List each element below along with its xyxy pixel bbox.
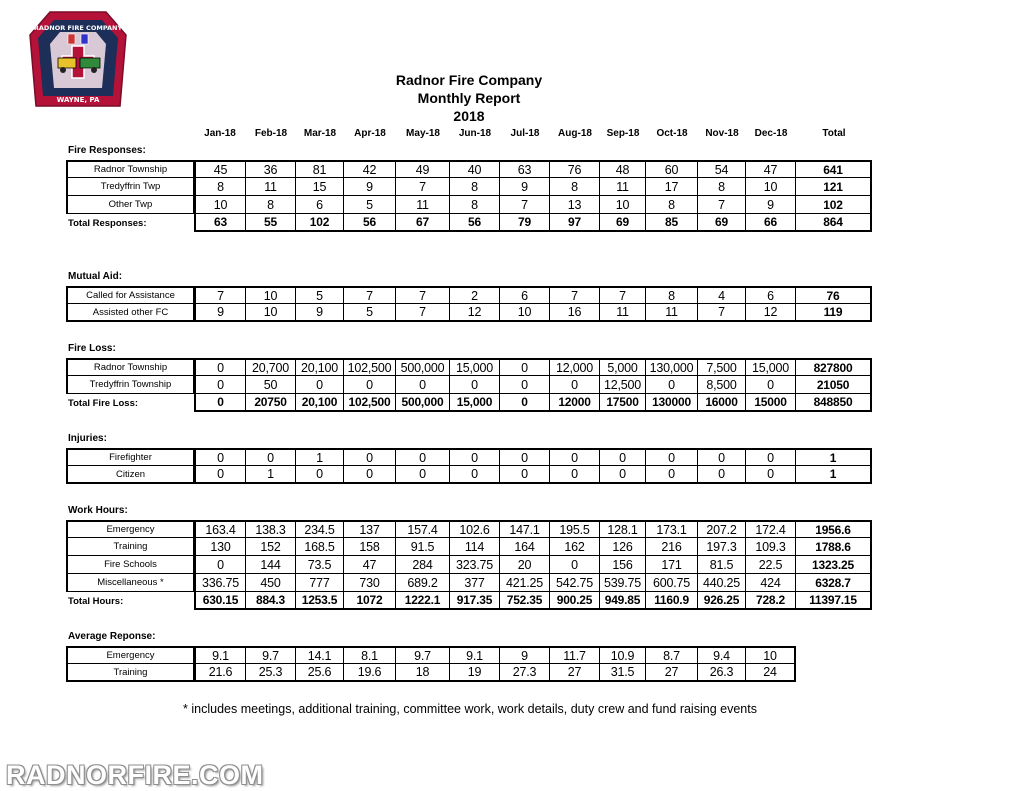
row-label: Radnor Township xyxy=(66,160,194,178)
table-cell: 5 xyxy=(344,304,396,322)
table-cell: 0 xyxy=(396,448,450,466)
row-label: Miscellaneous * xyxy=(66,574,194,592)
table-cell: 884.3 xyxy=(246,592,296,610)
table-cell: 66 xyxy=(746,214,796,232)
table-cell: 25.6 xyxy=(296,664,344,682)
table-cell: 8 xyxy=(450,196,500,214)
table-cell: 195.5 xyxy=(550,520,600,538)
table-cell: 13 xyxy=(550,196,600,214)
table-cell: 0 xyxy=(746,466,796,484)
column-header: Oct-18 xyxy=(656,128,688,139)
table-cell: 0 xyxy=(746,376,796,394)
table-cell: 5 xyxy=(296,286,344,304)
table-cell: 6 xyxy=(500,286,550,304)
table-cell: 542.75 xyxy=(550,574,600,592)
table-cell: 11 xyxy=(600,178,646,196)
table-cell: 234.5 xyxy=(296,520,344,538)
table-cell: 130 xyxy=(194,538,246,556)
table-cell: 20,100 xyxy=(296,358,344,376)
table-cell: 12 xyxy=(746,304,796,322)
table-cell: 21050 xyxy=(796,376,872,394)
table-cell: 7 xyxy=(396,304,450,322)
table-cell: 600.75 xyxy=(646,574,698,592)
table-cell: 424 xyxy=(746,574,796,592)
table-cell: 0 xyxy=(194,376,246,394)
row-label: Firefighter xyxy=(66,448,194,466)
table-cell: 0 xyxy=(194,448,246,466)
table-cell: 45 xyxy=(194,160,246,178)
table-cell: 8 xyxy=(550,178,600,196)
section-title: Work Hours: xyxy=(68,505,128,516)
table-cell: 11 xyxy=(396,196,450,214)
table-cell: 2 xyxy=(450,286,500,304)
table-cell: 24 xyxy=(746,664,796,682)
table-cell: 0 xyxy=(646,466,698,484)
table-cell: 7 xyxy=(344,286,396,304)
table-cell: 8 xyxy=(246,196,296,214)
row-label: Fire Schools xyxy=(66,556,194,574)
table-cell: 1253.5 xyxy=(296,592,344,610)
table-cell: 67 xyxy=(396,214,450,232)
table-cell: 60 xyxy=(646,160,698,178)
table-cell: 7 xyxy=(550,286,600,304)
section-title: Average Reponse: xyxy=(68,631,156,642)
table-cell: 121 xyxy=(796,178,872,196)
table-cell: 0 xyxy=(550,466,600,484)
table-cell: 11 xyxy=(246,178,296,196)
table-cell: 91.5 xyxy=(396,538,450,556)
table-cell: 8 xyxy=(646,196,698,214)
table-cell: 10 xyxy=(746,178,796,196)
table-cell: 130,000 xyxy=(646,358,698,376)
table-cell: 0 xyxy=(396,376,450,394)
table-cell: 689.2 xyxy=(396,574,450,592)
row-label: Citizen xyxy=(66,466,194,484)
column-header: Apr-18 xyxy=(354,128,386,139)
table-cell: 6328.7 xyxy=(796,574,872,592)
table-cell: 9 xyxy=(500,646,550,664)
table-cell: 81 xyxy=(296,160,344,178)
section-title: Fire Loss: xyxy=(68,343,116,354)
table-cell: 0 xyxy=(698,448,746,466)
table-cell: 323.75 xyxy=(450,556,500,574)
column-header: Sep-18 xyxy=(606,128,640,139)
table-cell: 8.1 xyxy=(344,646,396,664)
table-cell: 864 xyxy=(796,214,872,232)
table-cell: 336.75 xyxy=(194,574,246,592)
table-cell: 27 xyxy=(646,664,698,682)
table-cell: 0 xyxy=(296,376,344,394)
table-cell: 0 xyxy=(500,358,550,376)
table-cell: 8 xyxy=(646,286,698,304)
table-cell: 10 xyxy=(194,196,246,214)
table-cell: 55 xyxy=(246,214,296,232)
table-cell: 777 xyxy=(296,574,344,592)
table-cell: 1160.9 xyxy=(646,592,698,610)
row-label: Total Fire Loss: xyxy=(68,397,139,409)
table-cell: 9.7 xyxy=(246,646,296,664)
table-cell: 730 xyxy=(344,574,396,592)
table-cell: 69 xyxy=(600,214,646,232)
table-cell: 440.25 xyxy=(698,574,746,592)
logo-top-text: RADNOR FIRE COMPANY xyxy=(33,24,123,32)
row-label: Radnor Township xyxy=(66,358,194,376)
table-cell: 97 xyxy=(550,214,600,232)
table-cell: 6 xyxy=(746,286,796,304)
table-cell: 197.3 xyxy=(698,538,746,556)
table-cell: 158 xyxy=(344,538,396,556)
table-cell: 21.6 xyxy=(194,664,246,682)
table-cell: 22.5 xyxy=(746,556,796,574)
table-cell: 47 xyxy=(344,556,396,574)
table-cell: 7 xyxy=(698,196,746,214)
table-cell: 0 xyxy=(646,448,698,466)
table-cell: 171 xyxy=(646,556,698,574)
table-cell: 17 xyxy=(646,178,698,196)
table-cell: 138.3 xyxy=(246,520,296,538)
section-title: Injuries: xyxy=(68,433,107,444)
table-cell: 539.75 xyxy=(600,574,646,592)
column-header: May-18 xyxy=(406,128,440,139)
table-cell: 0 xyxy=(194,466,246,484)
table-cell: 752.35 xyxy=(500,592,550,610)
row-label: Tredyffrin Township xyxy=(66,376,194,394)
row-label: Emergency xyxy=(66,646,194,664)
table-cell: 173.1 xyxy=(646,520,698,538)
table-cell: 10.9 xyxy=(600,646,646,664)
table-cell: 10 xyxy=(246,304,296,322)
table-cell: 12000 xyxy=(550,394,600,412)
table-cell: 0 xyxy=(194,556,246,574)
table-cell: 12 xyxy=(450,304,500,322)
table-cell: 81.5 xyxy=(698,556,746,574)
table-cell: 15 xyxy=(296,178,344,196)
table-cell: 8 xyxy=(450,178,500,196)
table-cell: 18 xyxy=(396,664,450,682)
table-cell: 1 xyxy=(796,448,872,466)
table-cell: 500,000 xyxy=(396,358,450,376)
table-cell: 500,000 xyxy=(396,394,450,412)
table-cell: 728.2 xyxy=(746,592,796,610)
table-cell: 7 xyxy=(396,178,450,196)
table-cell: 9.7 xyxy=(396,646,450,664)
row-label: Emergency xyxy=(66,520,194,538)
table-cell: 5,000 xyxy=(600,358,646,376)
table-cell: 10 xyxy=(746,646,796,664)
table-cell: 15,000 xyxy=(450,358,500,376)
table-cell: 450 xyxy=(246,574,296,592)
row-label: Total Responses: xyxy=(68,217,147,229)
column-header: Jul-18 xyxy=(510,128,540,139)
table-cell: 7 xyxy=(500,196,550,214)
table-cell: 926.25 xyxy=(698,592,746,610)
table-cell: 9.1 xyxy=(450,646,500,664)
column-header: Aug-18 xyxy=(558,128,592,139)
table-cell: 79 xyxy=(500,214,550,232)
table-cell: 1222.1 xyxy=(396,592,450,610)
table-cell: 10 xyxy=(246,286,296,304)
table-cell: 9 xyxy=(344,178,396,196)
table-cell: 109.3 xyxy=(746,538,796,556)
table-cell: 7 xyxy=(194,286,246,304)
table-cell: 284 xyxy=(396,556,450,574)
table-cell: 0 xyxy=(746,448,796,466)
table-cell: 7 xyxy=(698,304,746,322)
table-cell: 1788.6 xyxy=(796,538,872,556)
table-cell: 0 xyxy=(550,556,600,574)
table-cell: 0 xyxy=(344,448,396,466)
table-cell: 7,500 xyxy=(698,358,746,376)
table-cell: 15,000 xyxy=(450,394,500,412)
table-cell: 917.35 xyxy=(450,592,500,610)
table-cell: 1 xyxy=(296,448,344,466)
table-cell: 152 xyxy=(246,538,296,556)
table-cell: 114 xyxy=(450,538,500,556)
table-cell: 0 xyxy=(698,466,746,484)
table-cell: 36 xyxy=(246,160,296,178)
table-cell: 848850 xyxy=(796,394,872,412)
table-cell: 27 xyxy=(550,664,600,682)
table-cell: 26.3 xyxy=(698,664,746,682)
table-cell: 10 xyxy=(600,196,646,214)
table-cell: 0 xyxy=(600,466,646,484)
table-cell: 9 xyxy=(500,178,550,196)
table-cell: 8,500 xyxy=(698,376,746,394)
table-cell: 5 xyxy=(344,196,396,214)
table-cell: 42 xyxy=(344,160,396,178)
table-cell: 20750 xyxy=(246,394,296,412)
table-cell: 0 xyxy=(500,466,550,484)
table-cell: 19.6 xyxy=(344,664,396,682)
table-cell: 207.2 xyxy=(698,520,746,538)
table-cell: 25.3 xyxy=(246,664,296,682)
table-cell: 11397.15 xyxy=(796,592,872,610)
table-cell: 12,500 xyxy=(600,376,646,394)
row-label: Tredyffrin Twp xyxy=(66,178,194,196)
table-cell: 76 xyxy=(796,286,872,304)
table-cell: 172.4 xyxy=(746,520,796,538)
table-cell: 6 xyxy=(296,196,344,214)
table-cell: 137 xyxy=(344,520,396,538)
table-cell: 76 xyxy=(550,160,600,178)
table-cell: 163.4 xyxy=(194,520,246,538)
report-year: 2018 xyxy=(453,108,485,124)
table-cell: 216 xyxy=(646,538,698,556)
table-cell: 949.85 xyxy=(600,592,646,610)
table-cell: 0 xyxy=(646,376,698,394)
table-cell: 27.3 xyxy=(500,664,550,682)
row-label: Assisted other FC xyxy=(66,304,194,322)
table-cell: 69 xyxy=(698,214,746,232)
table-cell: 16 xyxy=(550,304,600,322)
table-cell: 11 xyxy=(600,304,646,322)
column-header: Feb-18 xyxy=(254,128,288,139)
logo-bottom-text: WAYNE, PA xyxy=(56,96,100,104)
table-cell: 56 xyxy=(450,214,500,232)
table-cell: 0 xyxy=(500,394,550,412)
table-cell: 48 xyxy=(600,160,646,178)
table-cell: 0 xyxy=(500,376,550,394)
table-cell: 0 xyxy=(344,376,396,394)
table-cell: 156 xyxy=(600,556,646,574)
table-cell: 9 xyxy=(746,196,796,214)
table-cell: 0 xyxy=(600,448,646,466)
table-cell: 0 xyxy=(344,466,396,484)
row-label: Training xyxy=(66,538,194,556)
table-cell: 0 xyxy=(246,448,296,466)
table-cell: 56 xyxy=(344,214,396,232)
website-watermark: RADNORFIRE.COM xyxy=(6,760,264,790)
column-header: Dec-18 xyxy=(754,128,788,139)
table-cell: 102,500 xyxy=(344,394,396,412)
table-cell: 0 xyxy=(396,466,450,484)
footnote: * includes meetings, additional training, committee work, work details, duty crew and fund raising events xyxy=(183,702,757,716)
table-cell: 126 xyxy=(600,538,646,556)
report-subtitle: Monthly Report xyxy=(417,90,521,106)
table-cell: 0 xyxy=(296,466,344,484)
table-cell: 11.7 xyxy=(550,646,600,664)
table-cell: 147.1 xyxy=(500,520,550,538)
table-cell: 377 xyxy=(450,574,500,592)
table-cell: 47 xyxy=(746,160,796,178)
table-cell: 102.6 xyxy=(450,520,500,538)
table-cell: 85 xyxy=(646,214,698,232)
table-cell: 102 xyxy=(796,196,872,214)
table-cell: 1956.6 xyxy=(796,520,872,538)
table-cell: 19 xyxy=(450,664,500,682)
table-cell: 0 xyxy=(550,376,600,394)
row-label: Called for Assistance xyxy=(66,286,194,304)
table-cell: 40 xyxy=(450,160,500,178)
section-title: Fire Responses: xyxy=(68,145,146,156)
table-cell: 15000 xyxy=(746,394,796,412)
table-cell: 49 xyxy=(396,160,450,178)
table-cell: 144 xyxy=(246,556,296,574)
table-cell: 130000 xyxy=(646,394,698,412)
table-cell: 7 xyxy=(396,286,450,304)
table-cell: 0 xyxy=(450,448,500,466)
table-cell: 0 xyxy=(500,448,550,466)
table-cell: 8.7 xyxy=(646,646,698,664)
table-cell: 10 xyxy=(500,304,550,322)
table-cell: 12,000 xyxy=(550,358,600,376)
table-cell: 4 xyxy=(698,286,746,304)
report-title: Radnor Fire Company xyxy=(395,72,543,88)
table-cell: 102 xyxy=(296,214,344,232)
table-cell: 1072 xyxy=(344,592,396,610)
row-label: Total Hours: xyxy=(68,595,124,607)
table-cell: 14.1 xyxy=(296,646,344,664)
column-header: Total xyxy=(822,128,846,139)
table-cell: 102,500 xyxy=(344,358,396,376)
table-cell: 827800 xyxy=(796,358,872,376)
table-cell: 128.1 xyxy=(600,520,646,538)
table-cell: 0 xyxy=(194,394,246,412)
table-cell: 50 xyxy=(246,376,296,394)
column-header: Nov-18 xyxy=(705,128,739,139)
company-logo xyxy=(28,10,128,110)
table-cell: 0 xyxy=(550,448,600,466)
table-cell: 421.25 xyxy=(500,574,550,592)
table-cell: 900.25 xyxy=(550,592,600,610)
table-cell: 8 xyxy=(194,178,246,196)
table-cell: 63 xyxy=(194,214,246,232)
table-cell: 20 xyxy=(500,556,550,574)
table-cell: 63 xyxy=(500,160,550,178)
table-cell: 1 xyxy=(796,466,872,484)
table-cell: 0 xyxy=(450,466,500,484)
table-cell: 73.5 xyxy=(296,556,344,574)
table-cell: 0 xyxy=(194,358,246,376)
table-cell: 15,000 xyxy=(746,358,796,376)
table-cell: 162 xyxy=(550,538,600,556)
table-cell: 119 xyxy=(796,304,872,322)
table-cell: 157.4 xyxy=(396,520,450,538)
table-cell: 54 xyxy=(698,160,746,178)
table-cell: 9 xyxy=(194,304,246,322)
table-cell: 164 xyxy=(500,538,550,556)
column-header: Jun-18 xyxy=(458,128,492,139)
table-cell: 7 xyxy=(600,286,646,304)
column-header: Jan-18 xyxy=(204,128,236,139)
table-cell: 31.5 xyxy=(600,664,646,682)
table-cell: 630.15 xyxy=(194,592,246,610)
table-cell: 0 xyxy=(450,376,500,394)
table-cell: 9 xyxy=(296,304,344,322)
table-cell: 16000 xyxy=(698,394,746,412)
table-cell: 641 xyxy=(796,160,872,178)
table-cell: 20,100 xyxy=(296,394,344,412)
column-header: Mar-18 xyxy=(303,128,337,139)
table-cell: 11 xyxy=(646,304,698,322)
table-cell: 17500 xyxy=(600,394,646,412)
table-cell: 20,700 xyxy=(246,358,296,376)
row-label: Training xyxy=(66,664,194,682)
table-cell: 9.4 xyxy=(698,646,746,664)
row-label: Other Twp xyxy=(66,196,194,214)
table-cell: 9.1 xyxy=(194,646,246,664)
table-cell: 8 xyxy=(698,178,746,196)
section-title: Mutual Aid: xyxy=(68,271,123,282)
table-cell: 1 xyxy=(246,466,296,484)
table-cell: 1323.25 xyxy=(796,556,872,574)
table-cell: 168.5 xyxy=(296,538,344,556)
